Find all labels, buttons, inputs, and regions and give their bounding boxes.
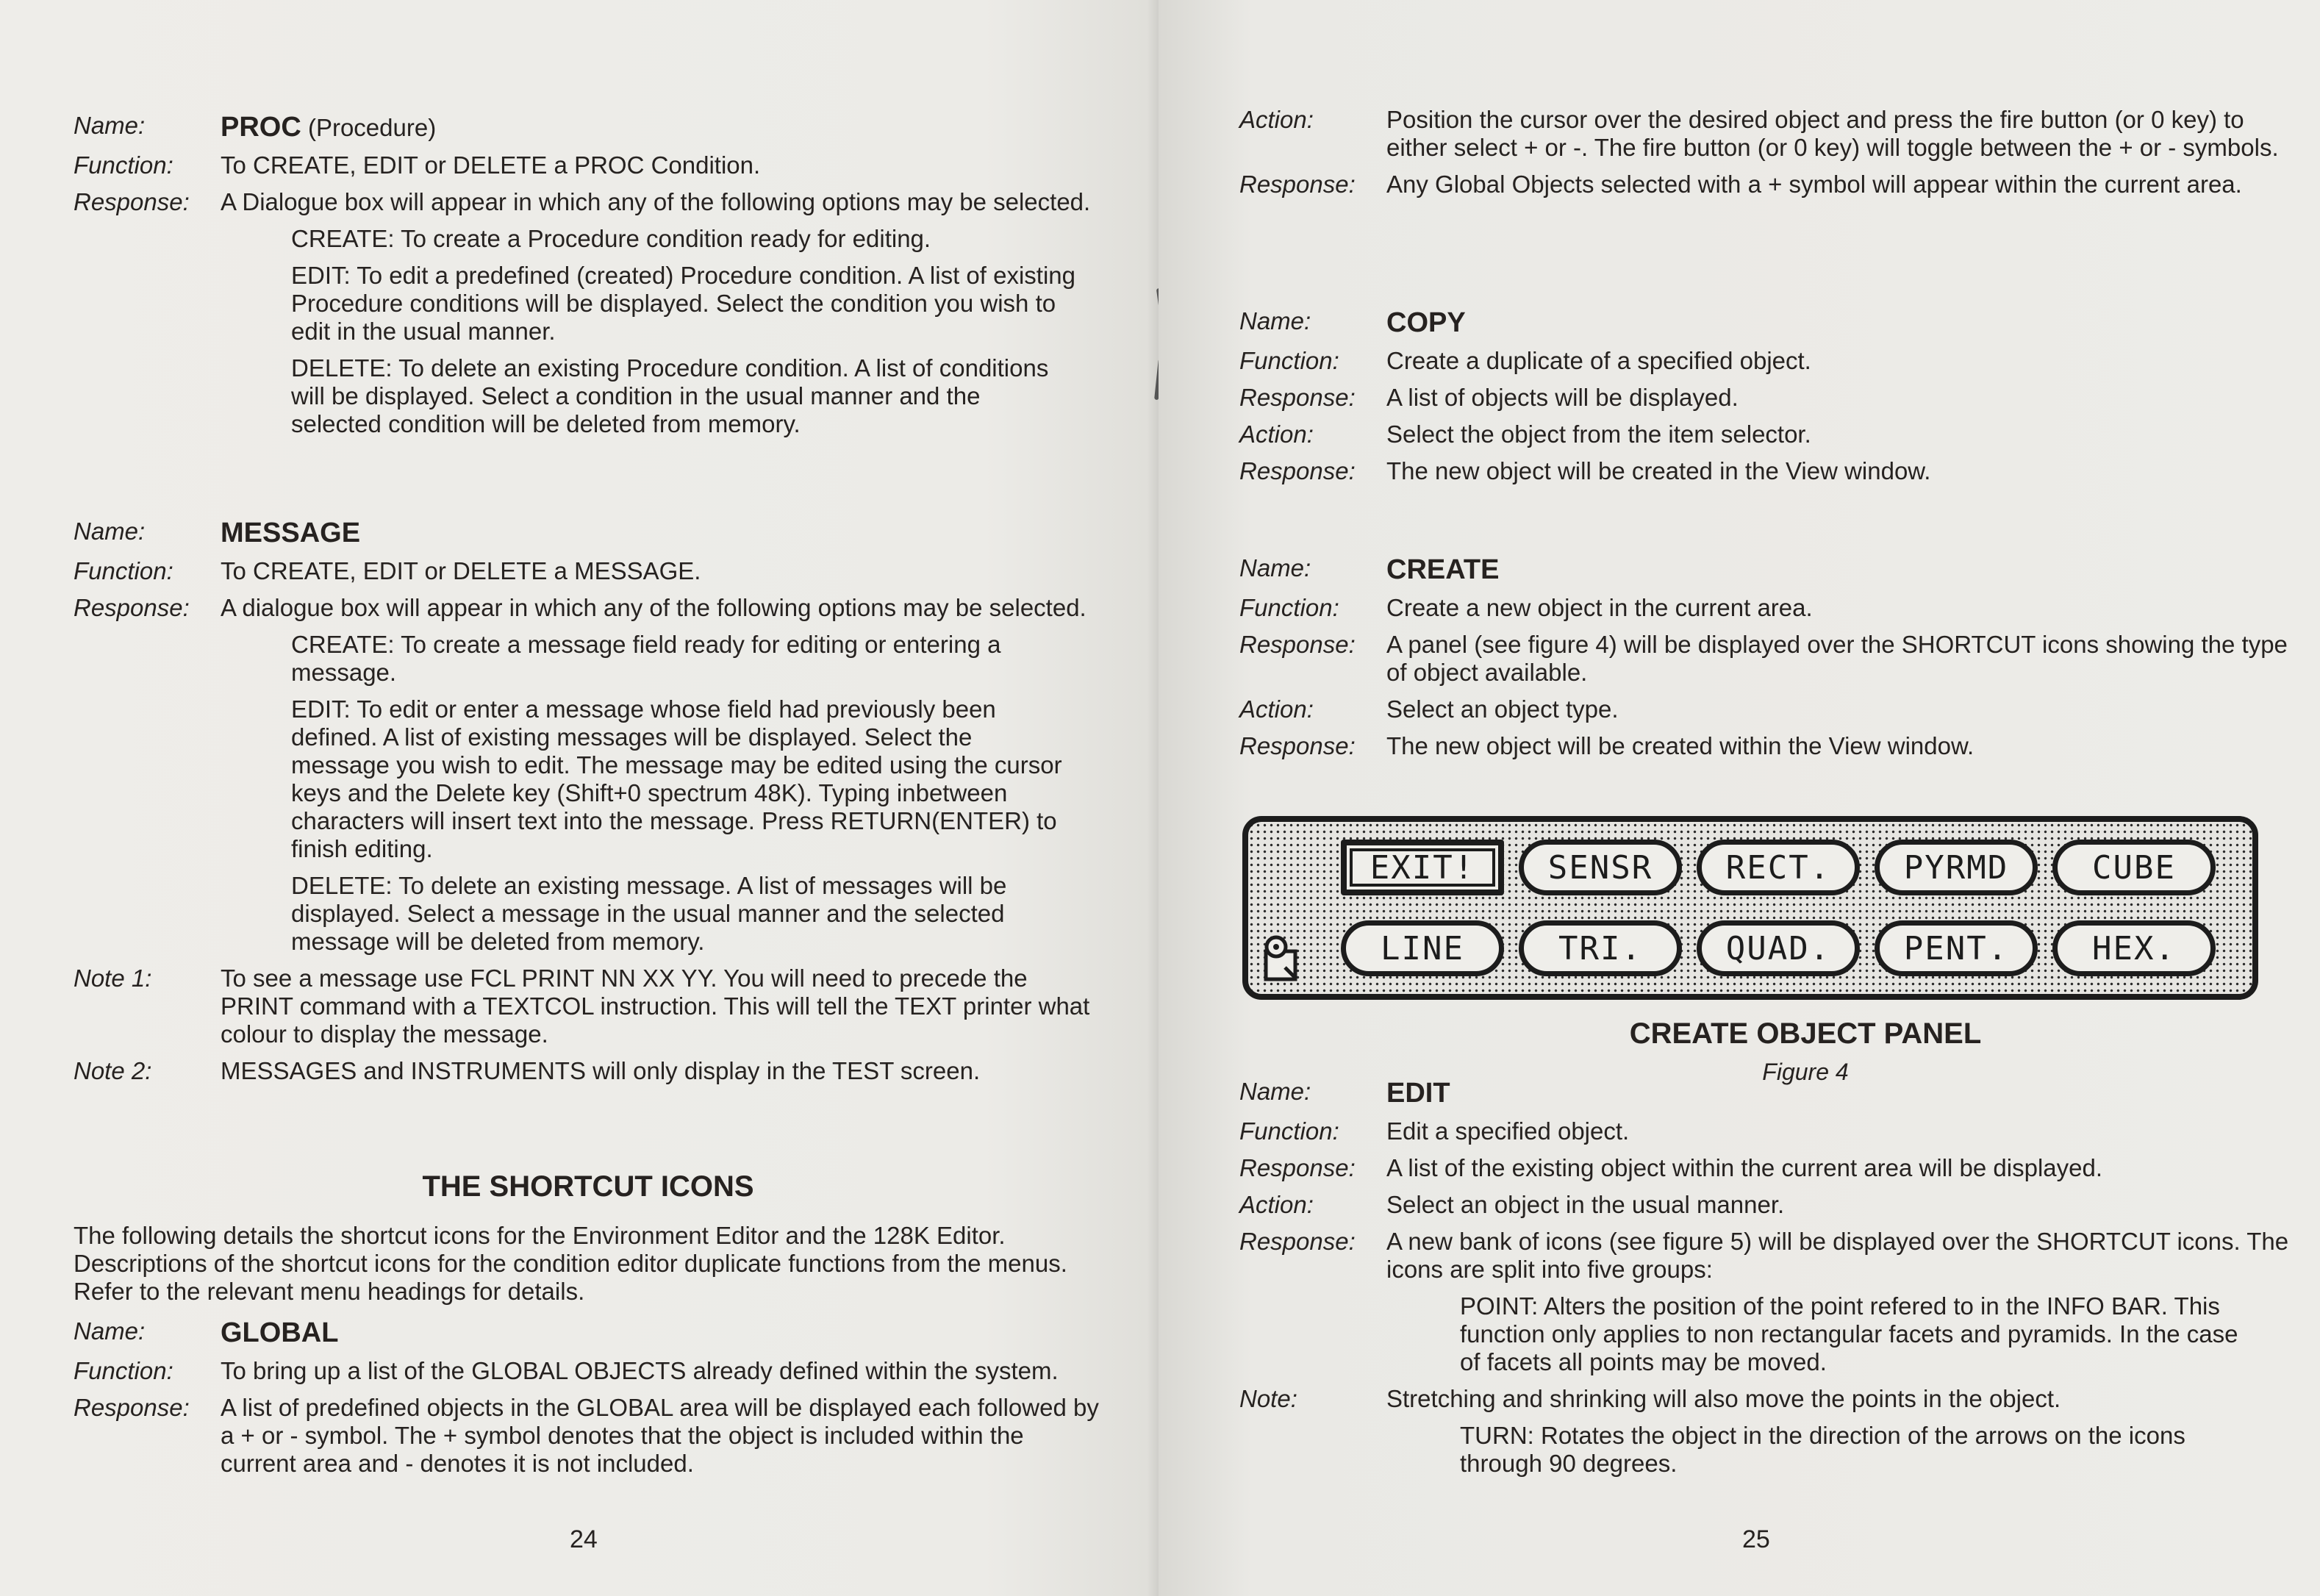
label-name: Name:	[1239, 307, 1311, 334]
edit-function-row	[1239, 1117, 2298, 1145]
create-object-panel	[1242, 816, 2258, 1000]
edit-response2-row	[1239, 1228, 2298, 1284]
create-action: Select an object type.	[1386, 695, 1619, 723]
global-action-row	[1239, 106, 2298, 162]
edit-response1-row	[1239, 1154, 2298, 1182]
copy-response1-row	[1239, 384, 2298, 412]
proc-response-row	[74, 188, 1103, 216]
message-create: CREATE: To create a message field ready for editing or entering a message.	[291, 631, 1001, 686]
global-continued-entry	[1239, 106, 2298, 207]
message-function-row	[74, 557, 1103, 585]
label-response: Response:	[1239, 384, 1356, 411]
label-note1: Note 1:	[74, 965, 152, 992]
copy-name-row	[1239, 307, 2298, 338]
label-note: Note:	[1239, 1385, 1297, 1412]
copy-action: Select the object from the item selector.	[1386, 421, 1811, 448]
label-function: Function:	[1239, 1117, 1339, 1145]
left-page	[0, 0, 1159, 1596]
proc-name-suffix: (Procedure)	[301, 114, 437, 141]
label-name: Name:	[1239, 1078, 1311, 1105]
page-number-left: 24	[570, 1525, 598, 1553]
copy-entry	[1239, 307, 2298, 494]
global-action: Position the cursor over the desired object and press the fire button (or 0 key) to either select + or -. The fire button (or 0 key) will toggle between the + or - symbols.	[1386, 106, 2279, 161]
edit-name: EDIT	[1386, 1078, 1450, 1109]
proc-create: CREATE: To create a Procedure condition ready for editing.	[291, 225, 931, 252]
label-function: Function:	[74, 1357, 173, 1384]
label-response: Response:	[1239, 457, 1356, 484]
edit-response1: A list of the existing object within the current area will be displayed.	[1386, 1154, 2103, 1181]
create-action-row	[1239, 695, 2298, 723]
proc-function-row	[74, 151, 1103, 179]
global-response-row	[74, 1394, 1103, 1478]
figure-caption-title: CREATE OBJECT PANEL	[1629, 1017, 1982, 1050]
pentagon-button[interactable]: PENT.	[1875, 920, 2038, 976]
create-function: Create a new object in the current area.	[1386, 594, 1813, 621]
message-response: A dialogue box will appear in which any of the following options may be selected.	[221, 594, 1086, 621]
page-number-right: 25	[1742, 1525, 1770, 1553]
message-delete: DELETE: To delete an existing message. A list of messages will be displayed. Select a message in the usual manner and the selected message will be deleted from memory.	[291, 872, 1007, 955]
label-name: Name:	[1239, 554, 1311, 581]
label-response: Response:	[1239, 732, 1356, 759]
proc-name-row	[74, 112, 1103, 143]
label-action: Action:	[1239, 1191, 1314, 1218]
label-action: Action:	[1239, 106, 1314, 133]
line-button[interactable]: LINE	[1341, 920, 1504, 976]
create-entry	[1239, 554, 2298, 769]
create-response2-row	[1239, 732, 2298, 760]
proc-entry	[74, 112, 1103, 447]
copy-function: Create a duplicate of a specified object.	[1386, 347, 1811, 374]
label-response: Response:	[74, 1394, 190, 1421]
message-note2: MESSAGES and INSTRUMENTS will only display in the TEST screen.	[221, 1057, 981, 1084]
proc-name	[221, 112, 1103, 143]
edit-function: Edit a specified object.	[1386, 1117, 1630, 1145]
edit-note-row	[1239, 1385, 2298, 1413]
label-function: Function:	[74, 151, 173, 179]
create-name-row	[1239, 554, 2298, 585]
message-response-row	[74, 594, 1103, 622]
shortcut-intro: The following details the shortcut icons for the Environment Editor and the 128K Editor. Descriptions of the shortcut icons for the condition editor duplicate functions from the menus. Refer to the relevant menu headings for details.	[74, 1222, 1067, 1305]
label-response: Response:	[1239, 1228, 1356, 1255]
figure-caption-label: Figure 4	[1762, 1059, 1849, 1085]
label-name: Name:	[74, 518, 146, 545]
message-name-row	[74, 518, 1103, 548]
global-response-cont: Any Global Objects selected with a + symbol will appear within the current area.	[1386, 171, 2242, 198]
proc-name-bold: PROC	[221, 112, 301, 143]
label-note2: Note 2:	[74, 1057, 152, 1084]
cube-button[interactable]: CUBE	[2052, 840, 2216, 895]
quad-button[interactable]: QUAD.	[1697, 920, 1860, 976]
message-note2-row	[74, 1057, 1103, 1085]
global-function: To bring up a list of the GLOBAL OBJECTS already defined within the system.	[221, 1357, 1059, 1384]
label-function: Function:	[1239, 347, 1339, 374]
global-response-cont-row	[1239, 171, 2298, 198]
proc-delete: DELETE: To delete an existing Procedure condition. A list of conditions will be displayed. Select a condition in the usual manner and the selected condition will be deleted from memory.	[291, 354, 1049, 437]
label-action: Action:	[1239, 695, 1314, 723]
edit-entry	[1239, 1078, 2298, 1486]
global-name-row	[74, 1317, 1103, 1348]
global-name: GLOBAL	[221, 1317, 339, 1348]
sensor-button[interactable]: SENSR	[1519, 840, 1682, 895]
edit-note: Stretching and shrinking will also move the points in the object.	[1386, 1385, 2061, 1412]
global-function-row	[74, 1357, 1103, 1385]
shortcut-icons-title: THE SHORTCUT ICONS	[422, 1170, 754, 1203]
message-edit: EDIT: To edit or enter a message whose field had previously been defined. A list of existing messages will be displayed. Select the message you wish to edit. The message may be edited using the cursor keys and the Delete key (Shift+0 spectrum 48K). Typing inbetween characters will insert text into the message. Press RETURN(ENTER) to finish editing.	[291, 695, 1062, 862]
hexagon-button[interactable]: HEX.	[2052, 920, 2216, 976]
label-name: Name:	[74, 112, 146, 139]
create-response1: A panel (see figure 4) will be displayed over the SHORTCUT icons showing the type of object available.	[1386, 631, 2288, 686]
exit-button[interactable]: EXIT!	[1341, 840, 1504, 895]
copy-response2: The new object will be created in the View window.	[1386, 457, 1931, 484]
create-response1-row	[1239, 631, 2298, 687]
right-page	[1159, 0, 2320, 1596]
disk-drive-icon	[1263, 934, 1301, 982]
create-function-row	[1239, 594, 2298, 622]
copy-action-row	[1239, 421, 2298, 448]
label-name: Name:	[74, 1317, 146, 1345]
copy-function-row	[1239, 347, 2298, 375]
message-note1: To see a message use FCL PRINT NN XX YY. You will need to precede the PRINT command with a TEXTCOL instruction. This will tell the TEXT printer what colour to display the message.	[221, 965, 1090, 1048]
edit-action-row	[1239, 1191, 2298, 1219]
triangle-button[interactable]: TRI.	[1519, 920, 1682, 976]
proc-response: A Dialogue box will appear in which any of the following options may be selected.	[221, 188, 1091, 215]
edit-name-row	[1239, 1078, 2298, 1109]
label-response: Response:	[1239, 631, 1356, 658]
copy-name: COPY	[1386, 307, 1466, 338]
global-response: A list of predefined objects in the GLOBAL area will be displayed each followed by a + or - symbol. The + symbol denotes that the object is included within the current area and - denotes it is not included.	[221, 1394, 1099, 1477]
rect-button[interactable]: RECT.	[1697, 840, 1860, 895]
proc-function: To CREATE, EDIT or DELETE a PROC Condition.	[221, 151, 761, 179]
copy-response1: A list of objects will be displayed.	[1386, 384, 1739, 411]
edit-point: POINT: Alters the position of the point refered to in the INFO BAR. This function only applies to non rectangular facets and pyramids. In the case of facets all points may be moved.	[1460, 1292, 2238, 1375]
message-note1-row	[74, 965, 1103, 1048]
edit-action: Select an object in the usual manner.	[1386, 1191, 1785, 1218]
label-response: Response:	[1239, 1154, 1356, 1181]
pyramid-button[interactable]: PYRMD	[1875, 840, 2038, 895]
message-entry	[74, 518, 1103, 1094]
edit-response2: A new bank of icons (see figure 5) will be displayed over the SHORTCUT icons. The icons are split into five groups:	[1386, 1228, 2289, 1283]
global-entry	[74, 1317, 1103, 1486]
label-function: Function:	[1239, 594, 1339, 621]
message-function: To CREATE, EDIT or DELETE a MESSAGE.	[221, 557, 701, 584]
proc-edit: EDIT: To edit a predefined (created) Procedure condition. A list of existing Procedure conditions will be displayed. Select the condition you wish to edit in the usual manner.	[291, 262, 1075, 345]
label-response: Response:	[74, 188, 190, 215]
label-response: Response:	[74, 594, 190, 621]
label-response: Response:	[1239, 171, 1356, 198]
create-response2: The new object will be created within the View window.	[1386, 732, 1974, 759]
label-action: Action:	[1239, 421, 1314, 448]
copy-response2-row	[1239, 457, 2298, 485]
message-name: MESSAGE	[221, 518, 361, 548]
edit-turn: TURN: Rotates the object in the direction of the arrows on the icons through 90 degrees.	[1460, 1422, 2185, 1477]
label-function: Function:	[74, 557, 173, 584]
create-name: CREATE	[1386, 554, 1500, 585]
